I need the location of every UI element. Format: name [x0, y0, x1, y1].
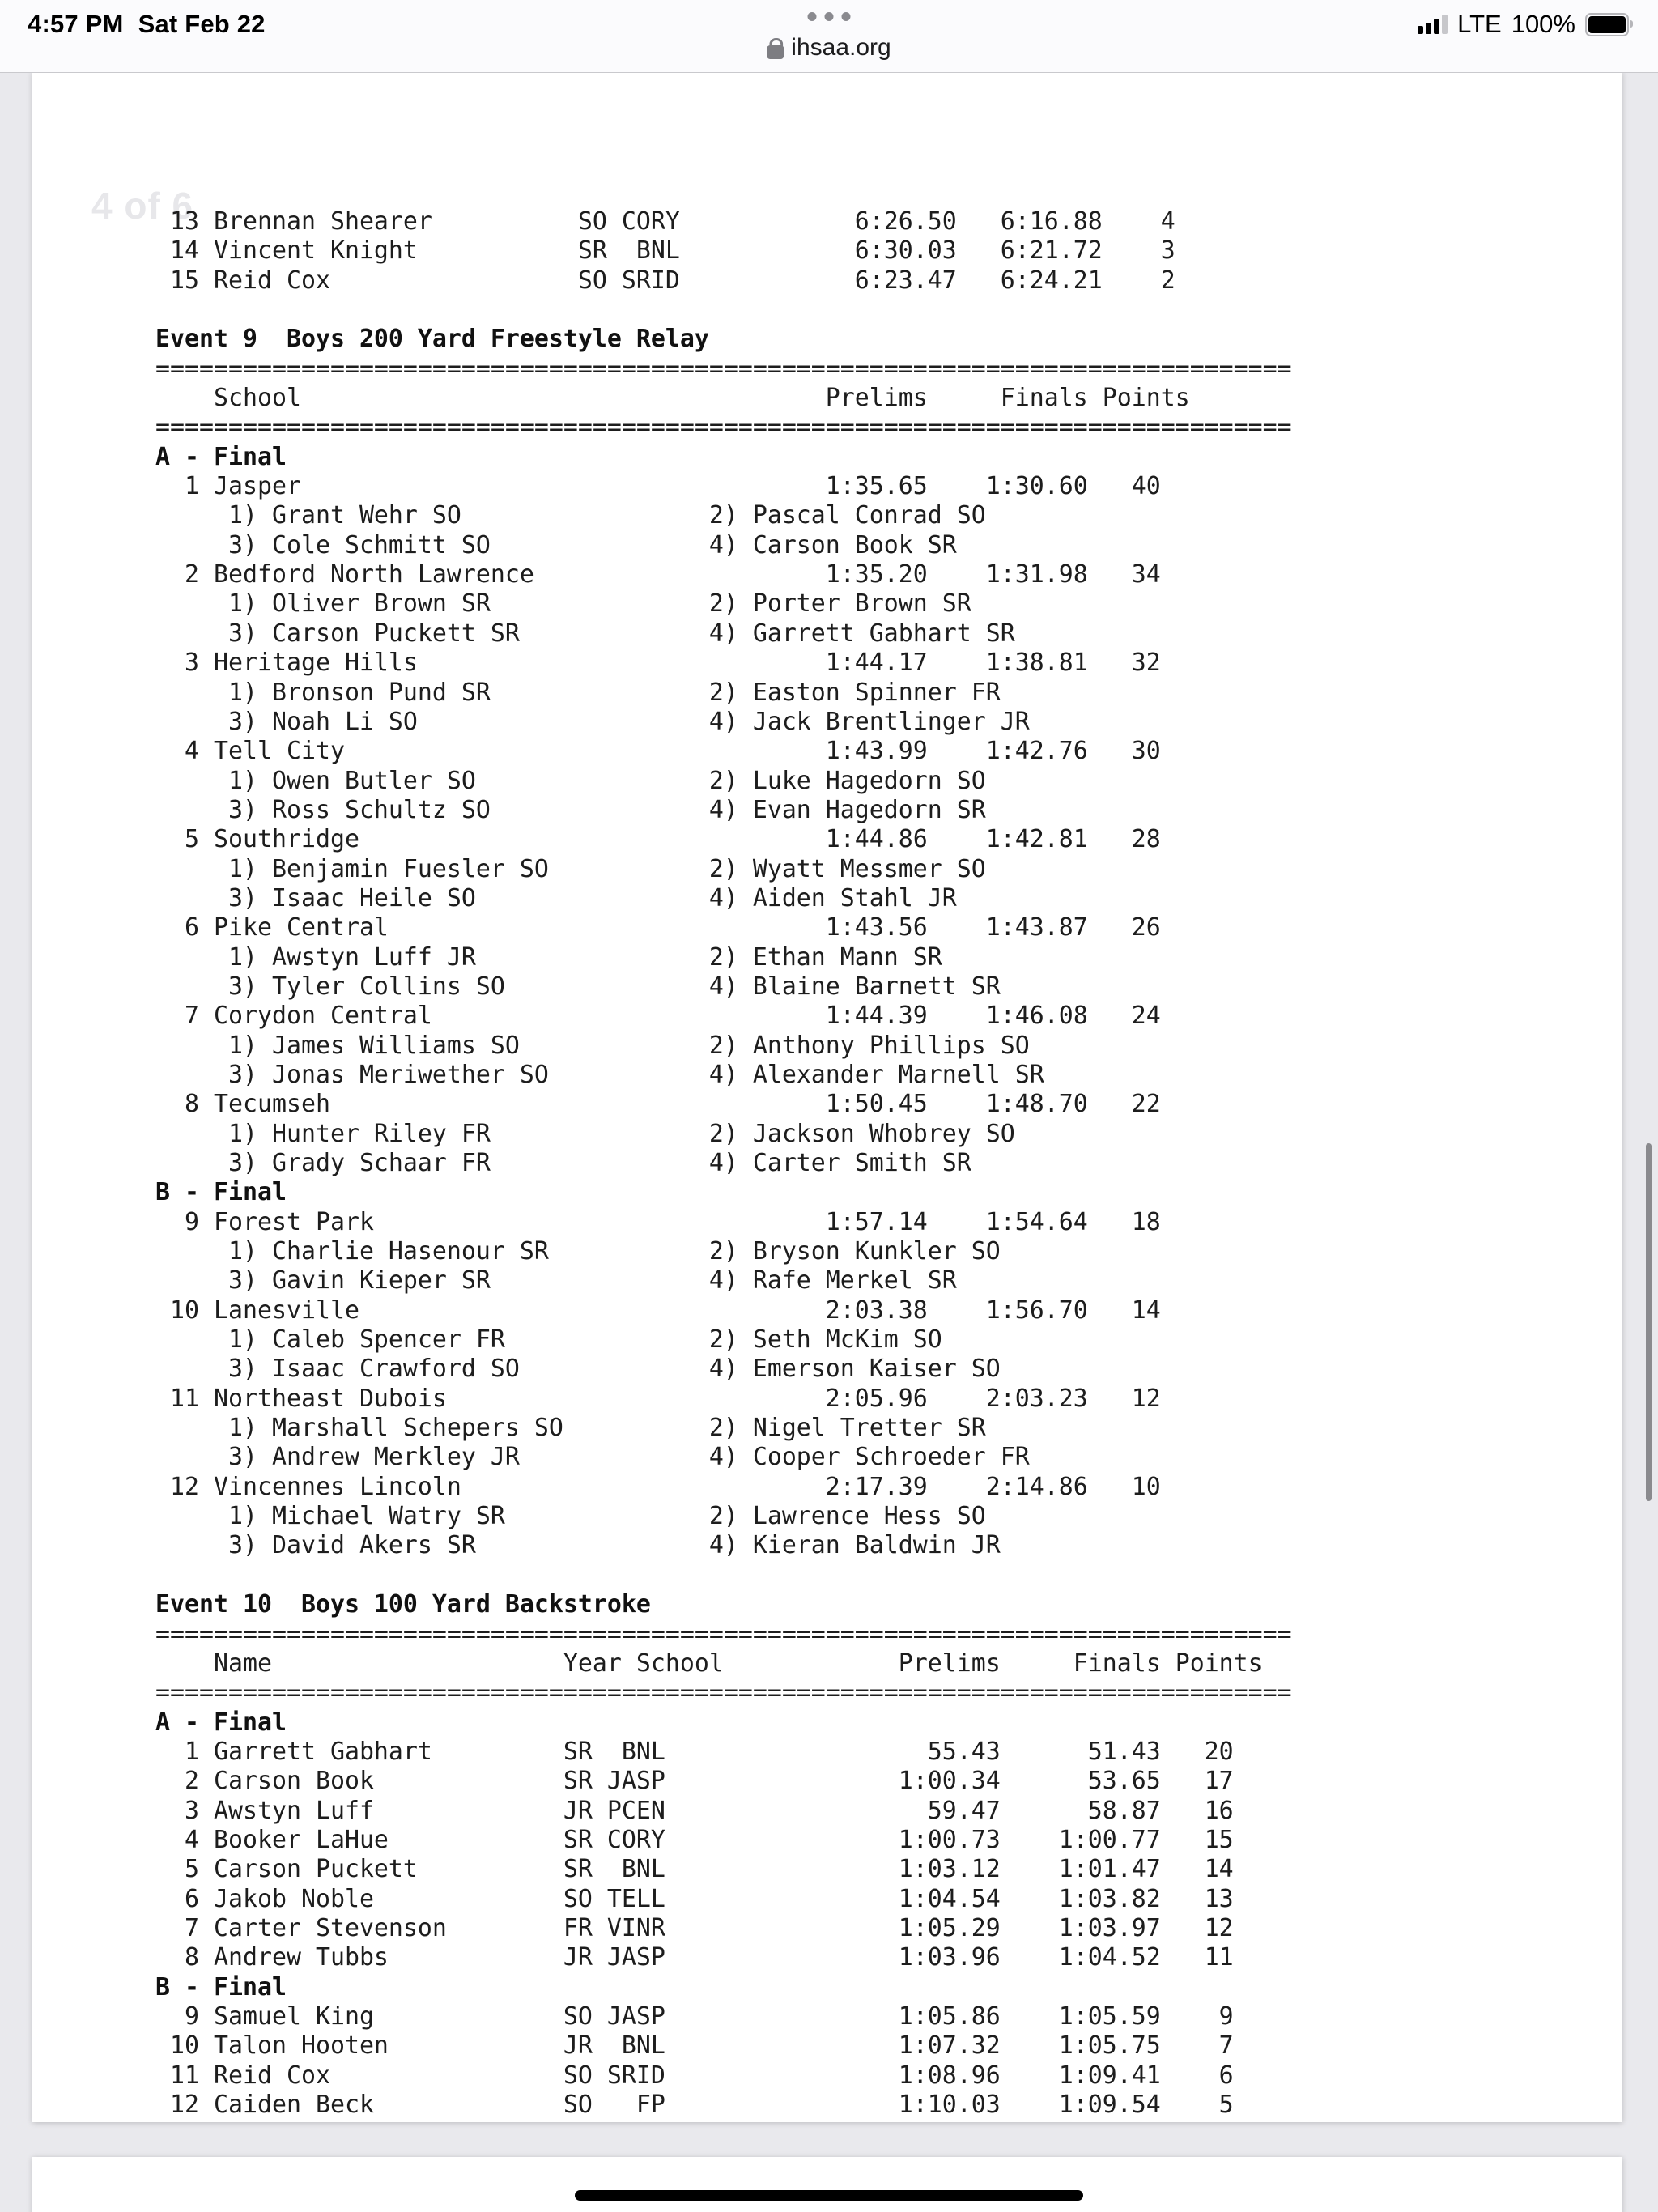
dot-icon	[808, 12, 817, 21]
report-line: 1) James Williams SO 2) Anthony Phillips SO	[155, 1031, 1030, 1060]
report-line: 1) Benjamin Fuesler SO 2) Wyatt Messmer SO	[155, 854, 986, 883]
report-line: 12 Vincennes Lincoln 2:17.39 2:14.86 10	[155, 1472, 1161, 1501]
report-line: A - Final	[155, 442, 287, 471]
report-line: 3) David Akers SR 4) Kieran Baldwin JR	[155, 1531, 1001, 1560]
page-indicator: 4 of 6	[91, 185, 194, 227]
battery-percent-label: 100%	[1511, 10, 1575, 38]
report-line: 2 Bedford North Lawrence 1:35.20 1:31.98 34	[155, 560, 1161, 589]
report-line: 3 Heritage Hills 1:44.17 1:38.81 32	[155, 649, 1161, 678]
report-line: 1) Hunter Riley FR 2) Jackson Whobrey SO	[155, 1119, 1015, 1148]
report-line: 9 Samuel King SO JASP 1:05.86 1:05.59 9	[155, 2001, 1234, 2031]
report-line: 3) Jonas Meriwether SO 4) Alexander Marnell SR	[155, 1060, 1044, 1089]
report-line: ==============================================================================	[155, 1678, 1292, 1708]
cellular-signal-icon	[1418, 15, 1448, 34]
address-bar[interactable]	[767, 34, 891, 62]
report-line: 12 Caiden Beck SO FP 1:10.03 1:09.54 5	[155, 2091, 1234, 2119]
report-line: 3) Noah Li SO 4) Jack Brentlinger JR	[155, 707, 1030, 736]
dot-icon	[842, 12, 851, 21]
report-line: 14 Vincent Knight SR BNL 6:30.03 6:21.72 3	[155, 236, 1175, 266]
browser-chrome	[0, 0, 1658, 73]
report-line: 7 Corydon Central 1:44.39 1:46.08 24	[155, 1002, 1161, 1031]
report-line: 5 Carson Puckett SR BNL 1:03.12 1:01.47 14	[155, 1855, 1234, 1884]
status-indicators	[1418, 10, 1634, 39]
report-line: ==============================================================================	[155, 1619, 1292, 1648]
report-line: A - Final	[155, 1708, 287, 1737]
lock-icon	[767, 45, 784, 59]
report-line: 3) Tyler Collins SO 4) Blaine Barnett SR	[155, 972, 1001, 1001]
report-line: 6 Pike Central 1:43.56 1:43.87 26	[155, 913, 1161, 942]
report-line: School Prelims Finals Points	[155, 384, 1190, 413]
report-line: 4 Tell City 1:43.99 1:42.76 30	[155, 737, 1161, 766]
report-line: 3) Isaac Crawford SO 4) Emerson Kaiser SO	[155, 1355, 1001, 1384]
report-line: 5 Southridge 1:44.86 1:42.81 28	[155, 825, 1161, 854]
report-line: Event 10 Boys 100 Yard Backstroke	[155, 1590, 651, 1619]
battery-icon	[1585, 13, 1629, 36]
report-line: 3) Grady Schaar FR 4) Carter Smith SR	[155, 1149, 971, 1177]
pdf-page-next	[32, 2157, 1622, 2212]
report-line: Name Year School Prelims Finals Points	[155, 1648, 1263, 1678]
report-line: 1) Awstyn Luff JR 2) Ethan Mann SR	[155, 942, 942, 972]
report-line: 1) Grant Wehr SO 2) Pascal Conrad SO	[155, 501, 986, 530]
status-time: 4:57 PM	[28, 10, 124, 38]
report-line: 3 Awstyn Luff JR PCEN 59.47 58.87 16	[155, 1796, 1234, 1825]
report-line: 3) Andrew Merkley JR 4) Cooper Schroeder FR	[155, 1443, 1030, 1472]
report-line	[155, 1561, 1292, 1590]
report-line: 1) Bronson Pund SR 2) Easton Spinner FR	[155, 678, 1001, 707]
report-line: 8 Tecumseh 1:50.45 1:48.70 22	[155, 1090, 1161, 1119]
report-line: 11 Northeast Dubois 2:05.96 2:03.23 12	[155, 1384, 1161, 1413]
network-type-label: LTE	[1457, 10, 1502, 38]
report-line: 3) Cole Schmitt SO 4) Carson Book SR	[155, 530, 957, 559]
report-line: 4 Booker LaHue SR CORY 1:00.73 1:00.77 15	[155, 1825, 1234, 1854]
report-line: 1) Marshall Schepers SO 2) Nigel Tretter SR	[155, 1414, 986, 1443]
report-line: B - Final	[155, 1972, 287, 2001]
report-line	[155, 296, 1292, 325]
report-line: ==============================================================================	[155, 354, 1292, 383]
dot-icon	[825, 12, 834, 21]
pdf-page-current	[32, 72, 1622, 2122]
report-line: B - Final	[155, 1178, 287, 1207]
report-line: 3) Gavin Kieper SR 4) Rafe Merkel SR	[155, 1266, 957, 1295]
report-line: 1 Jasper 1:35.65 1:30.60 40	[155, 472, 1161, 501]
report-line: 7 Carter Stevenson FR VINR 1:05.29 1:03.97 12	[155, 1913, 1234, 1942]
report-line: 1) Charlie Hasenour SR 2) Bryson Kunkler SO	[155, 1237, 1001, 1266]
report-line: 2 Carson Book SR JASP 1:00.34 53.65 17	[155, 1767, 1234, 1796]
status-date: Sat Feb 22	[138, 10, 266, 38]
report-line: 10 Lanesville 2:03.38 1:56.70 14	[155, 1295, 1161, 1325]
results-text	[155, 207, 1292, 2120]
report-line: ==============================================================================	[155, 413, 1292, 442]
status-clock	[28, 10, 266, 39]
report-line: 13 Brennan Shearer SO CORY 6:26.50 6:16.88 4	[155, 207, 1175, 236]
report-line: 1 Garrett Gabhart SR BNL 55.43 51.43 20	[155, 1737, 1234, 1766]
report-line: 11 Reid Cox SO SRID 1:08.96 1:09.41 6	[155, 2061, 1234, 2090]
report-line: 1) Caleb Spencer FR 2) Seth McKim SO	[155, 1325, 942, 1355]
report-line: 3) Isaac Heile SO 4) Aiden Stahl JR	[155, 883, 957, 912]
report-line: 15 Reid Cox SO SRID 6:23.47 6:24.21 2	[155, 266, 1175, 295]
home-indicator[interactable]	[575, 2190, 1083, 2201]
report-line: 1) Michael Watry SR 2) Lawrence Hess SO	[155, 1502, 986, 1531]
scrollbar-thumb[interactable]	[1646, 1143, 1652, 1501]
report-line: 10 Talon Hooten JR BNL 1:07.32 1:05.75 7	[155, 2031, 1234, 2061]
report-line: Event 9 Boys 200 Yard Freestyle Relay	[155, 325, 709, 354]
report-line: 8 Andrew Tubbs JR JASP 1:03.96 1:04.52 11	[155, 1943, 1234, 1972]
report-line: 1) Owen Butler SO 2) Luke Hagedorn SO	[155, 766, 986, 795]
report-line: 6 Jakob Noble SO TELL 1:04.54 1:03.82 13	[155, 1884, 1234, 1913]
report-line: 3) Ross Schultz SO 4) Evan Hagedorn SR	[155, 795, 986, 824]
report-line: 3) Carson Puckett SR 4) Garrett Gabhart SR	[155, 619, 1015, 648]
multitasking-dots-icon[interactable]	[808, 12, 851, 21]
report-line: 9 Forest Park 1:57.14 1:54.64 18	[155, 1207, 1161, 1236]
report-line: 1) Oliver Brown SR 2) Porter Brown SR	[155, 589, 971, 619]
url-host: ihsaa.org	[791, 34, 891, 61]
